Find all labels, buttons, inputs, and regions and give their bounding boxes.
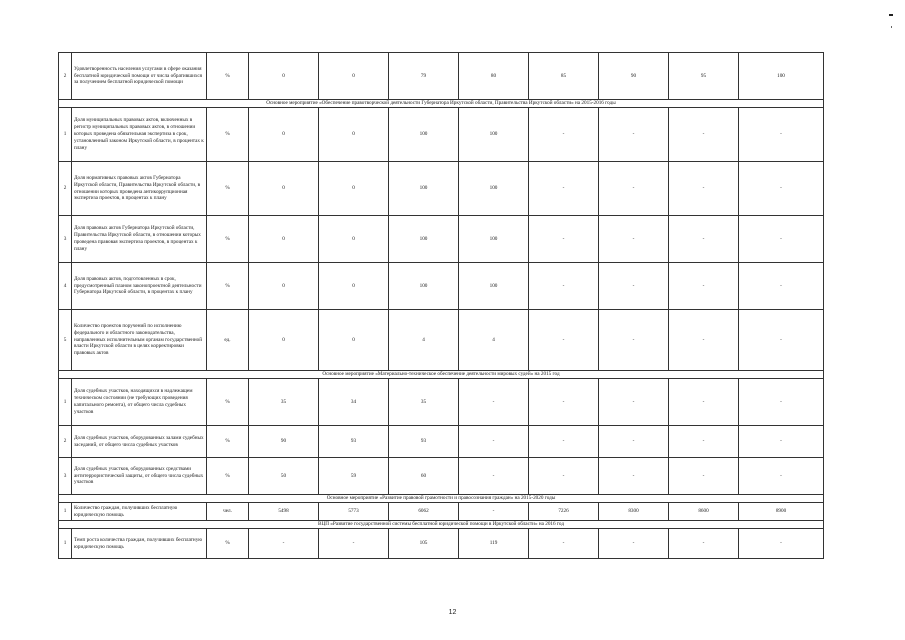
row-number: 1 [59, 108, 72, 162]
unit-cell: % [207, 216, 249, 263]
row-number: 3 [59, 216, 72, 263]
table-row [59, 310, 824, 371]
value-cell: 79 [389, 53, 459, 100]
value-cell: - [599, 379, 669, 426]
unit-cell: % [207, 263, 249, 310]
value-cell: - [529, 263, 599, 310]
value-cell: 100 [459, 216, 529, 263]
section-row [59, 100, 824, 108]
unit-cell: ед. [207, 310, 249, 371]
section-row [59, 521, 824, 529]
section-title: Основное мероприятие «Развитие правовой грамотности и правосознания граждан» на 2015-2020 годы [59, 495, 824, 503]
table-row [59, 108, 824, 162]
value-cell: 93 [319, 426, 389, 458]
value-cell: - [739, 263, 824, 310]
value-cell: - [669, 458, 739, 495]
indicator-name: Доля судебных участков, оборудованных средствами антитеррористической защиты, от общего числа судебных участков [72, 458, 207, 495]
section-title: Основное мероприятие «Обеспечение правотворческой деятельности Губернатора Иркутской области, Правительства Иркутской области» на 2015-2016 годы [59, 100, 824, 108]
indicator-name: Доля судебных участков, находящихся в надлежащем техническом состоянии (не требующих проведения капитального ремонта), от общего числа судебных участков [72, 379, 207, 426]
value-cell: - [459, 458, 529, 495]
indicator-name: Количество граждан, получивших бесплатную юридическую помощь [72, 503, 207, 521]
value-cell: - [739, 426, 824, 458]
indicator-name: Доля нормативных правовых актов Губернатора Иркутской области, Правительства Иркутской области, в отношении которых проведена антикоррупционная экспертиза проектов, в процентах к плану [72, 162, 207, 216]
value-cell: 8300 [599, 503, 669, 521]
value-cell: 90 [249, 426, 319, 458]
value-cell: 0 [319, 53, 389, 100]
value-cell: 90 [599, 53, 669, 100]
row-number: 2 [59, 426, 72, 458]
unit-cell: % [207, 108, 249, 162]
value-cell: 100 [459, 108, 529, 162]
value-cell: - [669, 529, 739, 559]
row-number: 1 [59, 503, 72, 521]
row-number: 1 [59, 529, 72, 559]
value-cell: - [529, 162, 599, 216]
value-cell: - [739, 108, 824, 162]
value-cell: - [599, 216, 669, 263]
section-title: ВЦП «Развитие государственной системы бесплатной юридической помощи в Иркутской области» на 2016 год [59, 521, 824, 529]
indicator-name: Доля правовых актов, подготовленных в срок, предусмотренный планом законопроектной деятельности Губернатора Иркутской области, в процентах к плану [72, 263, 207, 310]
table-row [59, 503, 824, 521]
section-title: Основное мероприятие «Материально-техническое обеспечение деятельности мировых судей» на 2015 год [59, 371, 824, 379]
value-cell: 4 [459, 310, 529, 371]
value-cell: - [529, 426, 599, 458]
value-cell: 0 [319, 263, 389, 310]
unit-cell: чел. [207, 503, 249, 521]
table-row [59, 216, 824, 263]
value-cell: - [669, 263, 739, 310]
section-row [59, 371, 824, 379]
value-cell: 8600 [669, 503, 739, 521]
value-cell: 34 [319, 379, 389, 426]
value-cell: - [669, 310, 739, 371]
value-cell: - [669, 379, 739, 426]
value-cell: 60 [389, 458, 459, 495]
value-cell: 0 [249, 216, 319, 263]
scan-mark [891, 26, 892, 28]
unit-cell: % [207, 379, 249, 426]
value-cell: - [529, 108, 599, 162]
value-cell: - [599, 426, 669, 458]
value-cell: 5498 [249, 503, 319, 521]
value-cell: 35 [389, 379, 459, 426]
value-cell: - [599, 310, 669, 371]
value-cell: - [529, 216, 599, 263]
table-row [59, 263, 824, 310]
value-cell: - [529, 379, 599, 426]
value-cell: - [669, 162, 739, 216]
indicator-name: Доля правовых актов Губернатора Иркутской области, Правительства Иркутской области, в отношении которых проведена правовая экспертиза проектов, в процентах к плану [72, 216, 207, 263]
value-cell: 8900 [739, 503, 824, 521]
value-cell: 0 [319, 108, 389, 162]
value-cell: 95 [669, 53, 739, 100]
table-row [59, 162, 824, 216]
unit-cell: % [207, 426, 249, 458]
value-cell: - [599, 162, 669, 216]
row-number: 1 [59, 379, 72, 426]
row-number: 3 [59, 458, 72, 495]
value-cell: - [669, 216, 739, 263]
value-cell: 7226 [529, 503, 599, 521]
value-cell: - [319, 529, 389, 559]
value-cell: 0 [249, 53, 319, 100]
value-cell: 85 [529, 53, 599, 100]
value-cell: 80 [459, 53, 529, 100]
indicator-name: Удовлетворенность населения услугами в сфере оказания бесплатной юридической помощи от числа обратившихся за получением бесплатной юридической помощи [72, 53, 207, 100]
value-cell: 100 [389, 162, 459, 216]
value-cell: - [739, 529, 824, 559]
value-cell: 50 [249, 458, 319, 495]
value-cell: 105 [389, 529, 459, 559]
table-row [59, 53, 824, 100]
scan-mark [889, 14, 893, 16]
table-row [59, 426, 824, 458]
table-body [59, 53, 824, 559]
unit-cell: % [207, 529, 249, 559]
value-cell: - [599, 458, 669, 495]
value-cell: - [529, 529, 599, 559]
value-cell: - [459, 379, 529, 426]
value-cell: - [669, 426, 739, 458]
value-cell: 5773 [319, 503, 389, 521]
value-cell: 59 [319, 458, 389, 495]
value-cell: 100 [389, 216, 459, 263]
row-number: 4 [59, 263, 72, 310]
value-cell: 0 [249, 310, 319, 371]
value-cell: 100 [739, 53, 824, 100]
value-cell: 119 [459, 529, 529, 559]
table-row [59, 379, 824, 426]
indicator-name: Доля муниципальных правовых актов, включенных в регистр муниципальных правовых актов, в отношении которых проведена обязательная экспертиза в срок, установленный законом Иркутской области, в процентах к плану [72, 108, 207, 162]
section-row [59, 495, 824, 503]
value-cell: - [459, 426, 529, 458]
value-cell: - [739, 162, 824, 216]
value-cell: 100 [459, 162, 529, 216]
value-cell: 0 [249, 263, 319, 310]
value-cell: - [529, 310, 599, 371]
indicator-name: Доля судебных участков, оборудованных залами судебных заседаний, от общего числа судебных участков [72, 426, 207, 458]
value-cell: - [599, 529, 669, 559]
value-cell: - [739, 379, 824, 426]
value-cell: 6062 [389, 503, 459, 521]
unit-cell: % [207, 458, 249, 495]
value-cell: 4 [389, 310, 459, 371]
value-cell: - [599, 263, 669, 310]
row-number: 5 [59, 310, 72, 371]
page-number: 12 [448, 609, 457, 616]
value-cell: 100 [389, 108, 459, 162]
value-cell: 35 [249, 379, 319, 426]
value-cell: 0 [319, 216, 389, 263]
value-cell: 100 [459, 263, 529, 310]
value-cell: 0 [249, 108, 319, 162]
value-cell: 93 [389, 426, 459, 458]
indicators-table [58, 52, 824, 559]
value-cell: 0 [319, 162, 389, 216]
table-row [59, 529, 824, 559]
value-cell: - [249, 529, 319, 559]
indicator-name: Темп роста количества граждан, получивших бесплатную юридическую помощь [72, 529, 207, 559]
value-cell: - [529, 458, 599, 495]
value-cell: - [739, 310, 824, 371]
value-cell: - [459, 503, 529, 521]
value-cell: - [739, 216, 824, 263]
unit-cell: % [207, 53, 249, 100]
row-number: 2 [59, 53, 72, 100]
table-row [59, 458, 824, 495]
value-cell: 100 [389, 263, 459, 310]
value-cell: 0 [319, 310, 389, 371]
value-cell: 0 [249, 162, 319, 216]
row-number: 2 [59, 162, 72, 216]
value-cell: - [739, 458, 824, 495]
value-cell: - [669, 108, 739, 162]
unit-cell: % [207, 162, 249, 216]
value-cell: - [599, 108, 669, 162]
indicator-name: Количество проектов поручений по исполнению федерального и областного законодательства, направленных исполнительным органам государственной власти Иркутской области в целях корректировки правовых актов [72, 310, 207, 371]
